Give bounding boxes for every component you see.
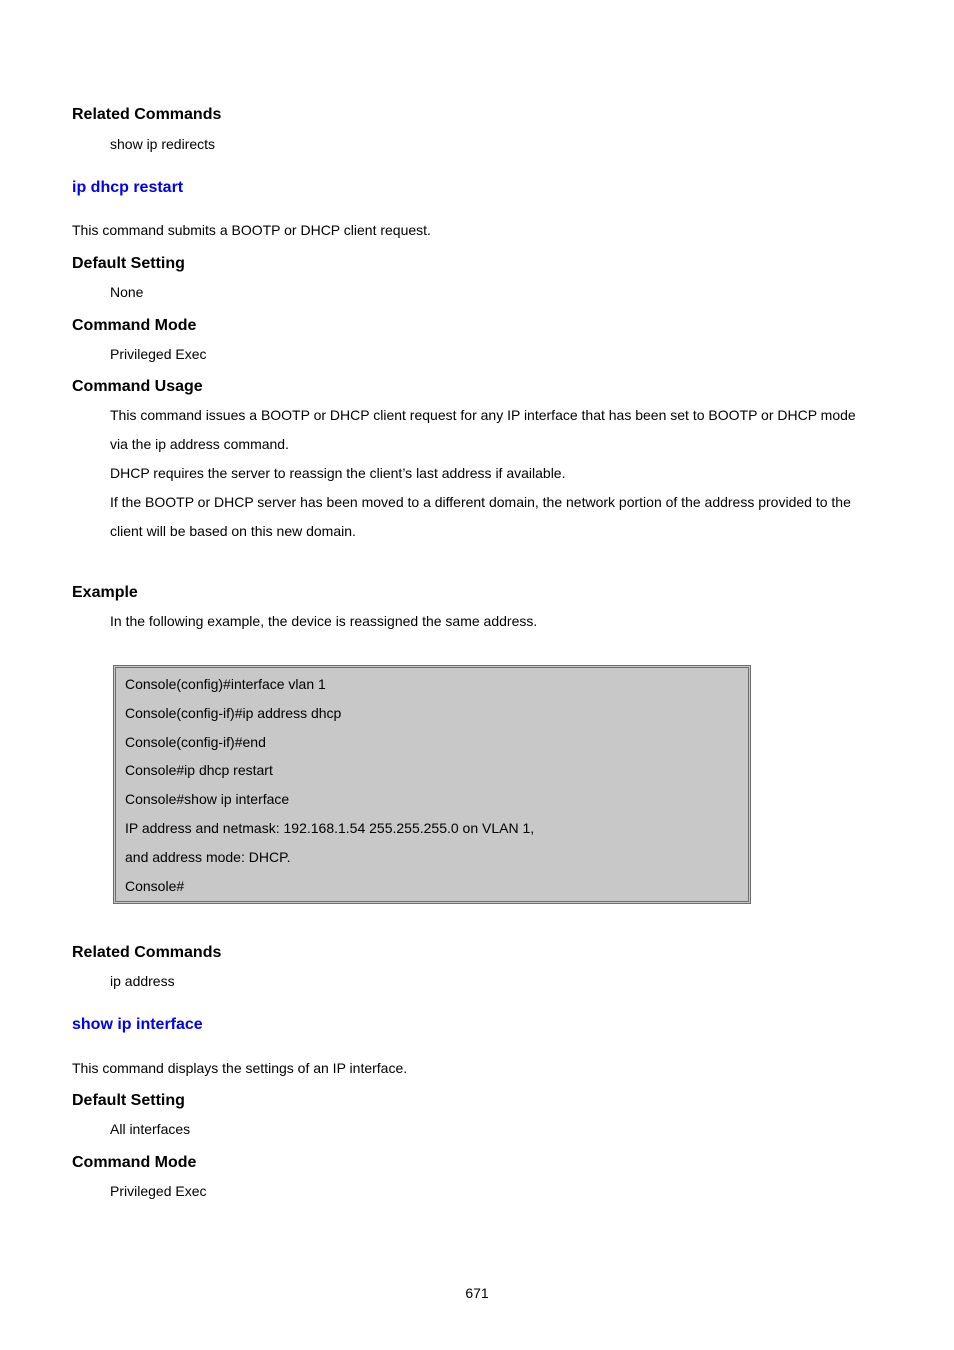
default-setting-heading: Default Setting (72, 255, 185, 272)
command-description: This command displays the settings of an IP interface. (72, 1060, 408, 1076)
console-line: Console(config)#interface vlan 1 (125, 676, 326, 692)
command-mode-heading: Command Mode (72, 1154, 197, 1171)
command-usage-heading: Command Usage (72, 378, 203, 395)
related-command-item: show ip redirects (110, 136, 216, 152)
default-setting-heading: Default Setting (72, 1092, 185, 1109)
command-usage-line: client will be based on this new domain. (110, 523, 356, 539)
console-line: Console(config-if)#end (125, 734, 266, 750)
console-line: and address mode: DHCP. (125, 849, 291, 865)
console-line: IP address and netmask: 192.168.1.54 255.255.255.0 on VLAN 1, (125, 820, 535, 836)
console-line: Console# (125, 878, 185, 894)
command-usage-line: via the ip address command. (110, 436, 289, 452)
related-command-item: ip address (110, 973, 175, 989)
default-setting-value: All interfaces (110, 1121, 191, 1137)
related-commands-heading: Related Commands (72, 944, 222, 961)
command-usage-line: If the BOOTP or DHCP server has been moved to a different domain, the network portion of the address provided to the (110, 494, 851, 510)
console-line: Console#ip dhcp restart (125, 762, 273, 778)
default-setting-value: None (110, 284, 144, 300)
command-title-ip-dhcp-restart: ip dhcp restart (72, 179, 184, 196)
command-usage-line: DHCP requires the server to reassign the client’s last address if available. (110, 465, 566, 481)
example-intro: In the following example, the device is reassigned the same address. (110, 613, 538, 629)
console-line: Console(config-if)#ip address dhcp (125, 705, 342, 721)
command-mode-value: Privileged Exec (110, 1183, 207, 1199)
example-heading: Example (72, 584, 138, 601)
command-usage-line: This command issues a BOOTP or DHCP client request for any IP interface that has been set to BOOTP or DHCP mode (110, 407, 856, 423)
console-example-box (113, 665, 751, 904)
command-description: This command submits a BOOTP or DHCP client request. (72, 222, 431, 238)
command-mode-value: Privileged Exec (110, 346, 207, 362)
command-mode-heading: Command Mode (72, 317, 197, 334)
command-title-show-ip-interface: show ip interface (72, 1016, 203, 1033)
page-number: 671 (465, 1285, 489, 1301)
console-line: Console#show ip interface (125, 791, 290, 807)
related-commands-heading: Related Commands (72, 106, 222, 123)
